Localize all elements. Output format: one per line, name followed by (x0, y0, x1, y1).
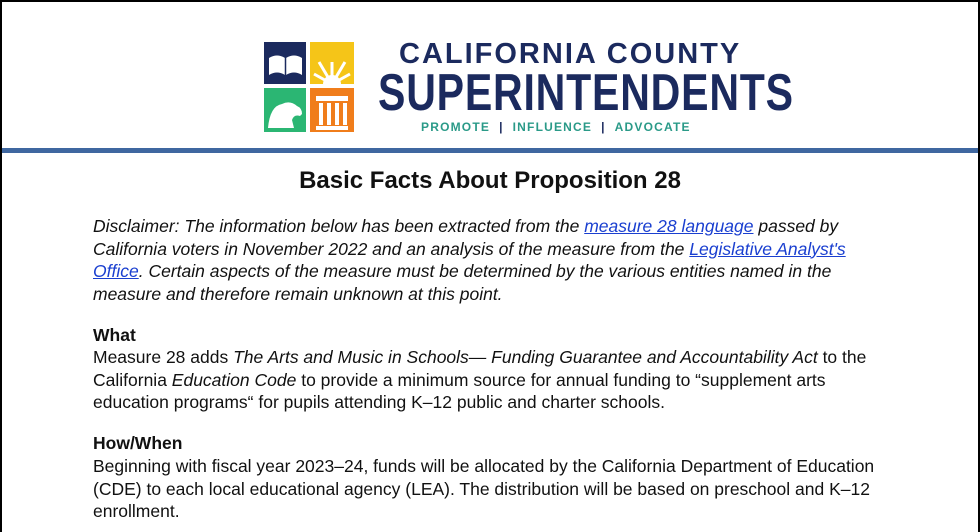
org-name-line2: SUPERINTENDENTS (378, 64, 794, 122)
header-divider (2, 148, 978, 153)
section-body-how-when: Beginning with fiscal year 2023–24, funds will be allocated by the California Department of Education (CDE) to each local educational agency (LEA). The distribution will be based on preschool and K–12 enrollment. (93, 456, 875, 521)
frame-left-border (0, 0, 2, 532)
measure-28-language-link[interactable]: measure 28 language (584, 216, 754, 236)
disclaimer-text: passed by California voters in November 2022 and an analysis of the measure from the (93, 216, 839, 259)
education-code-name: Education Code (171, 369, 297, 390)
legislative-analyst-office-link[interactable]: Legislative Analyst's Office (93, 238, 846, 281)
section-body-what (93, 346, 893, 414)
act-name: The Arts and Music in Schools— Funding Guarantee and Accountability Act (233, 347, 818, 367)
tagline-promote: PROMOTE (421, 120, 491, 134)
frame-top-border (0, 0, 980, 2)
section-heading-what: What (93, 325, 136, 345)
tagline (421, 120, 691, 134)
tagline-influence: INFLUENCE (512, 120, 593, 134)
tagline-separator: | (601, 120, 606, 134)
tagline-separator: | (499, 120, 504, 134)
what-text: Measure 28 adds (93, 347, 234, 367)
tagline-advocate: ADVOCATE (614, 120, 691, 134)
ccs-logo (264, 42, 354, 132)
disclaimer-paragraph (93, 215, 893, 305)
disclaimer-text: Disclaimer: The information below has been extracted from the (93, 216, 585, 236)
what-text: to provide a minimum source for annual funding to “supplement arts education programs“ for pupils attending K–12 public and charter schools. (93, 369, 826, 412)
document-title: Basic Facts About Proposition 28 (299, 167, 681, 194)
what-text: to the California (93, 347, 867, 390)
section-heading-how-when: How/When (93, 433, 183, 453)
disclaimer-text: . Certain aspects of the measure must be determined by the various entities named in the measure and therefore remain unknown at this point. (93, 261, 832, 304)
org-name-line1: CALIFORNIA COUNTY (399, 38, 742, 70)
